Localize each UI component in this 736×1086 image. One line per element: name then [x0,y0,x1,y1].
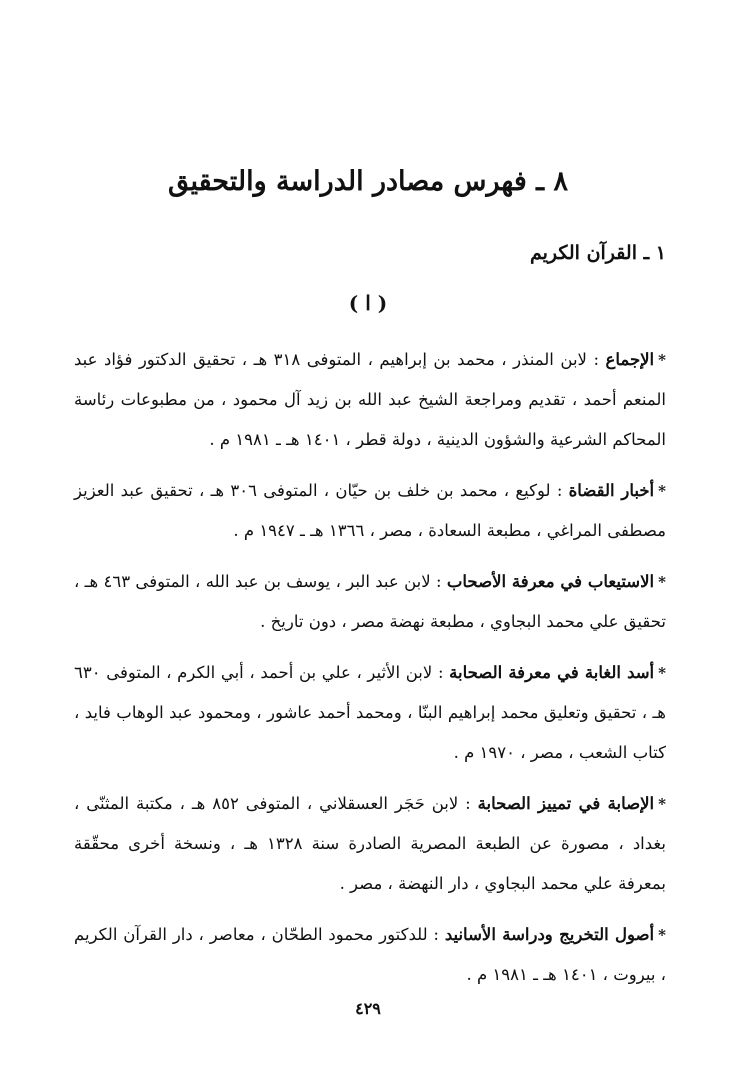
entry-marker: * [658,482,666,500]
entry-title: أسد الغابة في معرفة الصحابة [449,663,655,682]
letter-heading: ( ا ) [348,291,388,315]
entry-text: : لابن المنذر ، محمد بن إبراهيم ، المتوفى ٣١٨ هـ ، تحقيق الدكتور فؤاد عبد المنعم أحمد ، تقديم ومراجعة الشيخ عبد الله بن زيد آل محمود ، من مطبوعات رئاسة المحاكم الشرعية والشؤون الدينية ، دولة قطر ، ١٤٠١ هـ ـ ١٩٨١ م . [74,350,666,449]
page-number: ٤٢٩ [355,999,381,1018]
bibliography-entry [74,471,666,551]
entry-title: الإجماع [605,350,655,369]
entry-marker: * [658,351,666,369]
entry-title: أخبار القضاة [568,481,655,500]
entry-text: : لابن الأثير ، علي بن أحمد ، أبي الكرم ، المتوفى ٦٣٠ هـ ، تحقيق وتعليق محمد إبراهيم البنّا ، ومحمد أحمد عاشور ، ومحمود عبد الوهاب فايد ، كتاب الشعب ، مصر ، ١٩٧٠ م . [74,663,666,762]
entry-title: أصول التخريج ودراسة الأسانيد [444,925,655,944]
entry-text: : للدكتور محمود الطحّان ، معاصر ، دار القرآن الكريم ، بيروت ، ١٤٠١ هـ ـ ١٩٨١ م . [74,925,666,984]
entry-text: : لوكيع ، محمد بن خلف بن حيّان ، المتوفى ٣٠٦ هـ ، تحقيق عبد العزيز مصطفى المراغي ، مطبعة السعادة ، مصر ، ١٣٦٦ هـ ـ ١٩٤٧ م . [74,481,666,540]
bibliography-entry [74,653,666,773]
entry-title: الإصابة في تمييز الصحابة [477,794,655,813]
entry-marker: * [658,664,666,682]
entry-text: : لابن عبد البر ، يوسف بن عبد الله ، المتوفى ٤٦٣ هـ ، تحقيق علي محمد البجاوي ، مطبعة نهضة مصر ، دون تاريخ . [74,572,666,631]
entry-title: الاستيعاب في معرفة الأصحاب [446,572,655,591]
chapter-title: ٨ ـ فهرس مصادر الدراسة والتحقيق [167,166,568,197]
bibliography-list [74,340,666,995]
bibliography-entry [74,562,666,642]
bibliography-entry [74,784,666,904]
entry-text: : لابن حَجَر العسقلاني ، المتوفى ٨٥٢ هـ ، مكتبة المثنّى ، بغداد ، مصورة عن الطبعة المصرية الصادرة سنة ١٣٢٨ هـ ، ونسخة أخرى محقّقة بمعرفة علي محمد البجاوي ، دار النهضة ، مصر . [74,794,666,893]
bibliography-entry [74,340,666,460]
bibliography-entry [74,915,666,995]
entry-marker: * [658,795,666,813]
entry-marker: * [658,573,666,591]
entry-marker: * [658,926,666,944]
section-heading: ١ ـ القرآن الكريم [529,242,666,264]
